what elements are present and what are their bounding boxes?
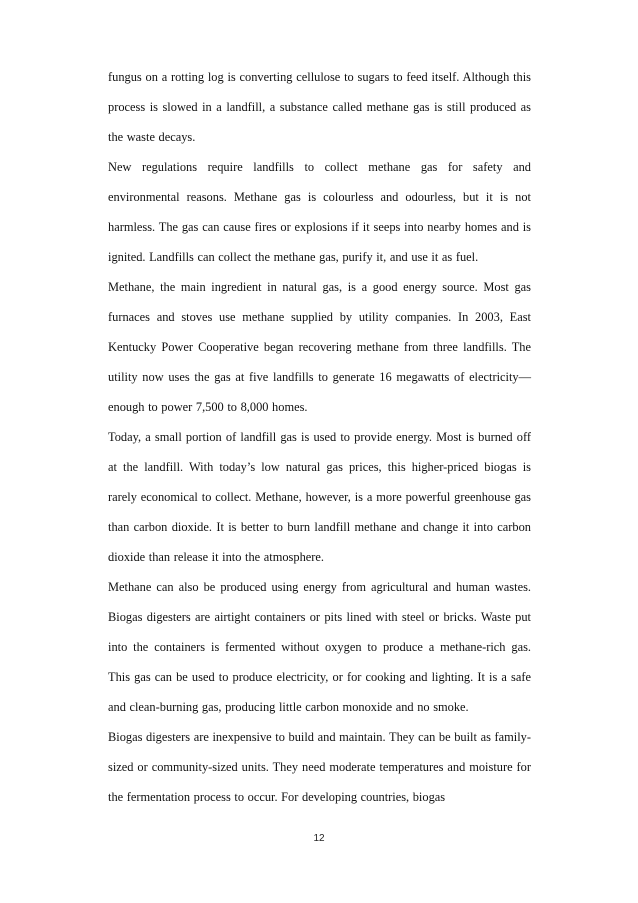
paragraph-biogas-digesters: Methane can also be produced using energy from agricultural and human wastes. Biogas digesters are airtight containers or pits lined with steel or bricks. Waste put into the containers is fermented without oxygen to produce a methane-rich gas. This gas can be used to produce electricity, or for cooking and lighting. It is a safe and clean-burning gas, producing little carbon monoxide and no smoke. — [108, 580, 531, 714]
page-number: 12 — [313, 833, 325, 844]
paragraph-landfill-decay: fungus on a rotting log is converting cellulose to sugars to feed itself. Although this process is slowed in a landfill, a substance called methane gas is still produced as the waste decays. — [108, 70, 531, 144]
paragraph-landfill-gas-today: Today, a small portion of landfill gas is used to provide energy. Most is burned off at the landfill. With today’s low natural gas prices, this higher-priced biogas is rarely economical to collect. Methane, however, is a more powerful greenhouse gas than carbon dioxide. It is better to burn landfill methane and change it into carbon dioxide than release it into the atmosphere. — [108, 430, 531, 564]
paragraph-digester-costs: Biogas digesters are inexpensive to build and maintain. They can be built as family-sized or community-sized units. They need moderate temperatures and moisture for the fermentation process to occur. For developing countries, biogas — [108, 730, 531, 804]
body-text — [108, 62, 531, 812]
paragraph-methane-energy: Methane, the main ingredient in natural gas, is a good energy source. Most gas furnaces and stoves use methane supplied by utility companies. In 2003, East Kentucky Power Cooperative began recovering methane from three landfills. The utility now uses the gas at five landfills to generate 16 megawatts of electricity—enough to power 7,500 to 8,000 homes. — [108, 280, 531, 414]
paragraph-regulations: New regulations require landfills to collect methane gas for safety and environmental reasons. Methane gas is colourless and odourless, but it is not harmless. The gas can cause fires or explosions if it seeps into nearby homes and is ignited. Landfills can collect the methane gas, purify it, and use it as fuel. — [108, 160, 531, 264]
